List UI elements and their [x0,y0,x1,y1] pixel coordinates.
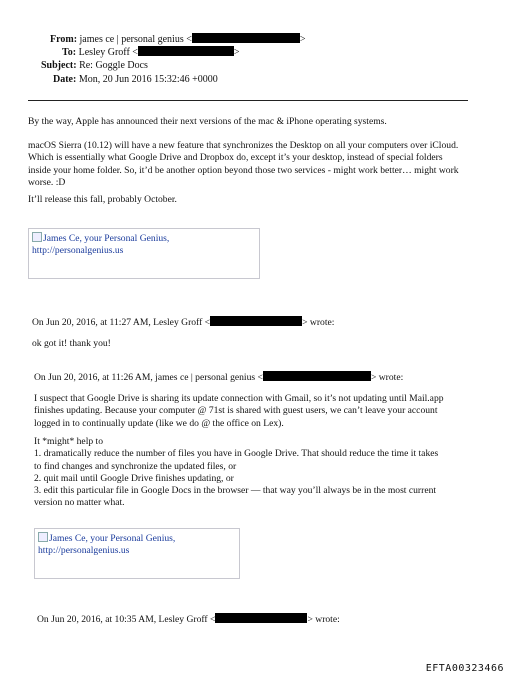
header-subject [41,60,148,71]
attribution-suffix: > wrote: [307,614,340,625]
subject-label: Subject: [41,60,77,71]
quote-line: It *might* help to [34,436,104,447]
signature-image-1 [28,228,260,279]
from-label: From: [50,34,78,45]
signature-name: James Ce, your Personal Genius, [43,233,170,244]
header-divider [28,100,468,101]
quote-body-2 [34,393,474,430]
from-end: > [299,34,306,45]
body-text: Which is essentially what Google Drive and Dropbox do, except it’s your desktop, instead of special folders [28,152,443,164]
quote-attribution-1 [32,316,334,328]
redaction-block [192,33,300,43]
date-value: Mon, 20 Jun 2016 15:32:46 +0000 [78,74,218,85]
signature-image-2 [34,528,240,579]
broken-image-icon [32,232,42,242]
list-item: 2. quit mail until Google Drive finishes updating, or [34,472,234,484]
quote-line: finishes updating. Because your computer @ 71st is shared with guest users, we can’t leave your account [34,405,438,417]
signature-name: James Ce, your Personal Genius, [49,533,176,544]
body-text: It’ll release this fall, probably October. [28,194,177,205]
attribution-prefix: On Jun 20, 2016, at 11:27 AM, Lesley Groff < [32,317,211,328]
signature-link[interactable]: http://personalgenius.us [32,245,124,256]
date-label: Date: [53,74,77,85]
list-item-continued: version no matter what. [34,497,125,509]
header-from [50,33,306,45]
body-paragraph-1 [28,116,474,128]
to-label: To: [62,47,77,58]
body-text: worse. :D [28,176,66,188]
attribution-prefix: On Jun 20, 2016, at 11:26 AM, james ce | personal genius < [34,372,263,383]
body-text: macOS Sierra (10.12) will have a new feature that synchronizes the Desktop on all your computers over iCloud. [28,140,459,151]
quote-line: logged in to continually update (like we do @ the office on Lex). [34,417,284,429]
subject-value: Re: Goggle Docs [79,60,148,71]
list-item: 1. dramatically reduce the number of files you have in Google Drive. That should reduce the time it takes [34,448,439,460]
redaction-block [138,46,234,56]
redaction-block [215,613,307,623]
redaction-block [210,316,302,326]
attribution-prefix: On Jun 20, 2016, at 10:35 AM, Lesley Groff < [37,614,216,625]
document-id: EFTA00323466 [425,663,504,674]
list-item: 3. edit this particular file in Google Docs in the browser — that way you’ll always be in the most current [34,485,437,497]
body-paragraph-2 [28,140,474,189]
attribution-suffix: > wrote: [302,317,335,328]
body-paragraph-3 [28,194,474,206]
redaction-block [263,371,371,381]
header-date [53,74,218,85]
attribution-suffix: > wrote: [370,372,404,383]
quote-list-2 [34,436,474,510]
body-text: By the way, Apple has announced their next versions of the mac & iPhone operating systems. [28,116,387,127]
to-value: Lesley Groff < [78,47,138,58]
quote-text-1: ok got it! thank you! [32,338,111,349]
from-value: james ce | personal genius < [79,34,192,45]
to-end: > [233,47,240,58]
body-text: inside your home folder. So, it’d be another option beyond those two services - might work better… might work [28,164,459,176]
quote-attribution-2 [34,371,403,383]
quote-line: I suspect that Google Drive is sharing its update connection with Gmail, so it’s not updating until Mail.app [34,393,444,404]
list-item-continued: to find changes and synchronize the updated files, or [34,460,237,472]
broken-image-icon [38,532,48,542]
quote-attribution-3 [37,613,340,625]
signature-link[interactable]: http://personalgenius.us [38,545,130,556]
header-to [62,46,240,58]
